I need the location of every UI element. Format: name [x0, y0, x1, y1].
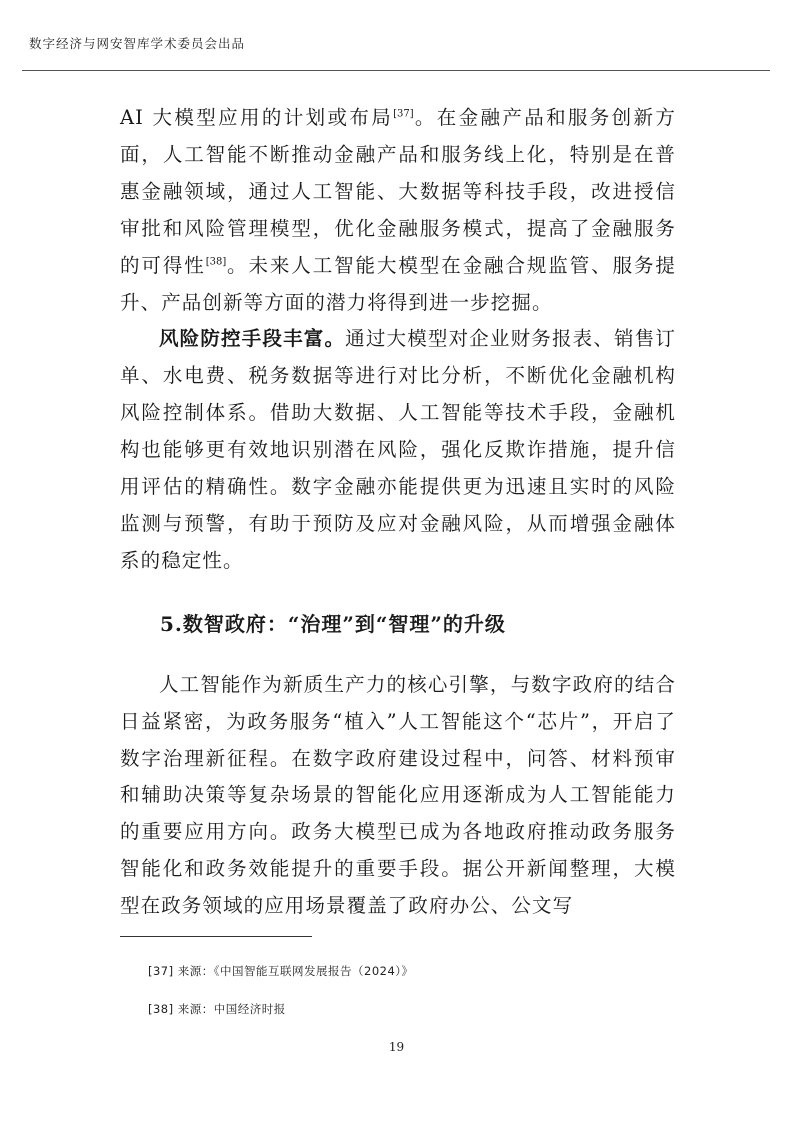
header-divider — [22, 70, 770, 71]
running-header: 数字经济与网安智库学术委员会出品 — [29, 36, 246, 51]
footnote-divider — [120, 936, 312, 937]
footnote-ref-37[interactable]: [37] — [393, 108, 414, 120]
body-text — [120, 100, 676, 925]
footnote-38: [38] 来源：中国经济时报 — [148, 1002, 286, 1016]
paragraph-finance-innovation — [120, 100, 676, 321]
section-heading: 5.数智政府：“治理”到“智理”的升级 — [160, 611, 506, 636]
paragraph-text: AI 大模型应用的计划或布局 — [120, 106, 394, 129]
footnote-ref-38[interactable]: [38] — [205, 256, 227, 268]
paragraph-digital-government: 人工智能作为新质生产力的核心引擎，与数字政府的结合日益紧密，为政务服务“植入”人工智能这个“芯片”，开启了数字治理新征程。在数字政府建设过程中，问答、材料预审和辅助决策等复杂场景的智能化应用逐渐成为人工智能能力的重要应用方向。政务大模型已成为各地政府推动政务服务智能化和政务效能提升的重要手段。据公开新闻整理，大模型在政务领域的应用场景覆盖了政府办公、公文写 — [120, 672, 676, 918]
footnote-37: [37] 来源：《中国智能互联网发展报告（2024）》 — [148, 964, 414, 978]
paragraph-risk-control — [120, 321, 676, 579]
paragraph-text: 。在金融产品和服务创新方面，人工智能不断推动金融产品和服务线上化，特别是在普惠金融领域，通过人工智能、大数据等科技手段，改进授信审批和风险管理模型，优化金融服务模式，提高了金融服务的可得性 — [120, 106, 676, 277]
paragraph-text: 通过大模型对企业财务报表、销售订单、水电费、税务数据等进行对比分析，不断优化金融机构风险控制体系。借助大数据、人工智能等技术手段，金融机构也能够更有效地识别潜在风险，强化反欺诈措施，提升信用评估的精确性。数字金融亦能提供更为迅速且实时的风险监测与预警，有助于预防及应对金融风险，从而增强金融体系的稳定性。 — [120, 327, 676, 572]
page-number: 19 — [388, 1040, 405, 1054]
paragraph-lead: 风险防控手段丰富。 — [159, 327, 346, 351]
paragraph-text: 。未来人工智能大模型在金融合规监管、服务提升、产品创新等方面的潜力将得到进一步挖掘。 — [120, 253, 676, 314]
